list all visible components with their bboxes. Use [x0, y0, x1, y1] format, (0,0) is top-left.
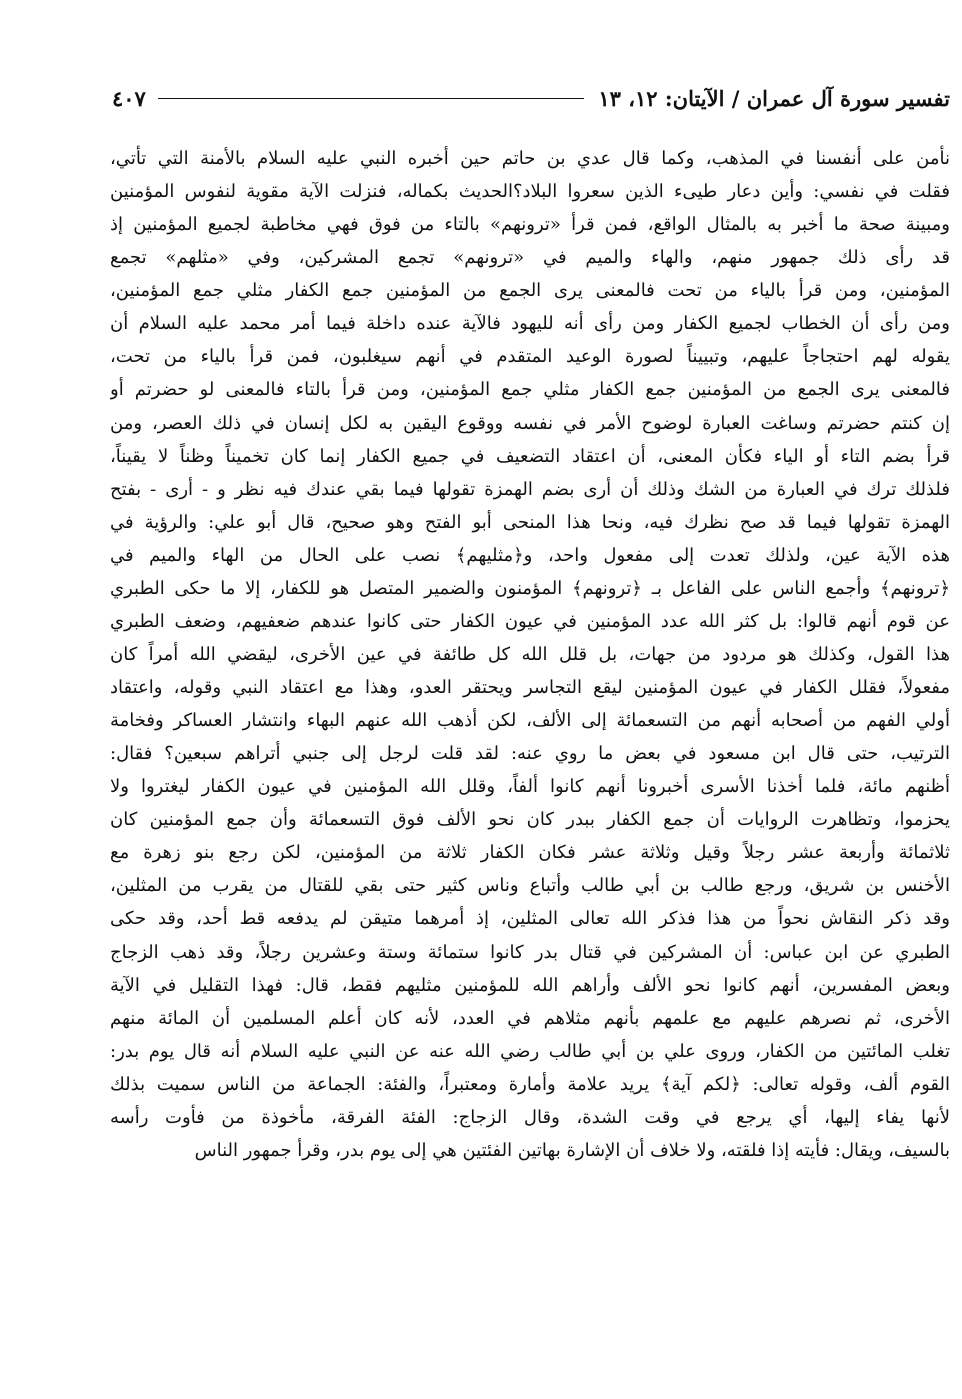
text-line: إن كنتم حضرتم وساغت العبارة لوضوح الأمر في نفسه ووقوع اليقين به لكل إنسان في ذلك العصر، ومن: [110, 412, 950, 434]
text-line: ومن رأى أن الخطاب لجميع الكفار ومن رأى أنه لليهود فالآية عنده داخلة فيما أمر محمد عليه السلام أن: [110, 313, 950, 335]
text-line: تغلب المائتين من الكفار، وروى علي بن أبي طالب رضي الله عنه عن النبي عليه السلام أنه قال يوم بدر:: [110, 1040, 950, 1062]
text-line: الأخرى، ثم نصرهم عليهم مع علمهم بأنهم مثلاهم في العدد، لأنه كان أعلم المسلمين أن المائة منهم: [110, 1007, 950, 1029]
text-line: بالسيف، ويقال: فأيته إذا فلقته، ولا خلاف أن الإشارة بهاتين الفئتين هي إلى يوم بدر، وقرأ جمهور الناس: [194, 1139, 950, 1161]
text-line: هذه الآية عين، ولذلك تعدت إلى مفعول واحد، و﴿مثليهم﴾ نصب على الحال من الهاء والميم في: [110, 544, 950, 566]
text-line: وقد ذكر النقاش نحواً من هذا فذكر الله تعالى المثلين، إذ أمرهما متيقن لم يدفعه قط أحد، وقد حكى: [110, 908, 950, 930]
header-rule: [158, 98, 585, 99]
text-line: يحزموا، وتظاهرت الروايات أن جمع الكفار ببدر كان نحو الألف فوق التسعمائة وأن جمع المؤمنين كان: [110, 809, 950, 831]
text-line: قد رأى ذلك جمهور منهم، والهاء والميم في «ترونهم» تجمع المشركين، وفي «مثلهم» تجمع: [110, 247, 950, 269]
text-line: الهمزة تقولها فيما قد صح نظرك فيه، ونحا هذا المنحى أبو الفتح وهو صحيح، قال أبو علي: والرؤية في: [110, 511, 950, 533]
text-line: عن قوم أنهم قالوا: بل كثر الله عدد المؤمنين في عيون الكفار حتى كانوا عندهم ضعفيهم، وضعف الطبري: [110, 610, 950, 632]
text-line: نأمن على أنفسنا في المذهب، وكما قال عدي بن حاتم حين أخبره النبي عليه السلام بالأمنة التي تأتي،: [110, 148, 950, 169]
text-line: فلذلك ترك في العبارة من الشك وذلك أن أرى بضم الهمزة تقولها فيما بقي عندك فيه نظر و - أرى - بفتح: [110, 478, 950, 500]
text-line: الطبري عن ابن عباس: أن المشركين في قتال بدر كانوا ستمائة وستة وعشرين رجلاً، وقد ذهب الزجاج: [110, 941, 950, 963]
text-line: ثلاثمائة وأربعة عشر رجلاً وقيل وثلاثة عشر فكان الكفار ثلاثة من المؤمنين، لكن رجع بنو زهرة مع: [110, 842, 950, 864]
text-line: القوم ألف، وقوله تعالى: ﴿لكم آية﴾ يريد علامة وأمارة ومعتبراً، والفئة: الجماعة من الناس سميت بذلك: [110, 1073, 950, 1095]
text-line: أظنهم مائة، فلما أخذنا الأسرى أخبرونا أنهم كانوا ألفاً، وقلل الله المؤمنين في عيون الكفار ليغتروا ولا: [110, 776, 950, 798]
text-line: فقلت في نفسي: وأين دعار طيىء الذين سعروا البلاد؟الحديث بكماله، فنزلت الآية مقوية لنفوس المؤمنين: [110, 181, 950, 203]
text-line: أولي الفهم من أصحابه أنهم من التسعمائة إلى الألف، لكن أذهب الله عنهم البهاء وانتشار العساكر وفخامة: [110, 710, 950, 732]
text-line: المؤمنين، ومن قرأ بالياء من تحت فالمعنى يرى الجمع من المؤمنين جمع الكفار مثلي جمع المؤمنين،: [110, 280, 950, 302]
body-text: [110, 142, 950, 1167]
text-line: ﴿ترونهم﴾ وأجمع الناس على الفاعل بـ ﴿ترونهم﴾ المؤمنون والضمير المتصل هو للكفار، إلا ما حكى الطبري: [110, 577, 950, 599]
text-line: يقوله لهم احتجاجاً عليهم، وتبييناً لصورة الوعيد المتقدم في أنهم سيغلبون، فمن قرأ بالياء من تحت،: [110, 346, 950, 368]
text-line: لأنها يفاء إليها، أي يرجع في وقت الشدة، وقال الزجاج: الفئة الفرقة، مأخوذة من فأوت رأسه: [110, 1106, 950, 1128]
text-line: وبعض المفسرين، أنهم كانوا نحو الألف وأراهم الله للمؤمنين مثليهم فقط، قال: فهذا التقليل في الآية: [110, 974, 950, 996]
text-line: هذا القول، وكذلك هو مردود من جهات، بل قلل الله كل طائفة في عين الأخرى، ليقضي الله أمراً كان: [110, 643, 950, 665]
header-title: تفسير سورة آل عمران / الآيتان: ١٢، ١٣: [598, 85, 950, 111]
text-line: الترتيب، حتى قال ابن مسعود في بعض ما روي عنه: لقد قلت لرجل إلى جنبي أتراهم سبعين؟ فقال:: [110, 743, 950, 765]
text-line: ومبينة صحة ما أخبر به بالمثال الواقع، فمن قرأ «ترونهم» بالتاء من فوق فهي مخاطبة لجميع المؤمنين إذ: [110, 214, 950, 236]
page-number: ٤٠٧: [112, 85, 146, 111]
running-header: [112, 84, 950, 112]
text-line: الأخنس بن شريق، ورجع طالب بن أبي طالب وأتباع وناس كثير حتى بقي للقتال من يقرب من المثلين،: [110, 875, 950, 897]
text-line: فالمعنى يرى الجمع من المؤمنين جمع الكفار مثلي جمع المؤمنين، ومن قرأ بالتاء فالمعنى لو حضرتم أو: [110, 379, 950, 401]
text-line: مفعولاً، فقلل الكفار في عيون المؤمنين ليقع التجاسر ويحتقر العدو، وهذا مع اعتقاد النبي وقوله، واعتقاد: [110, 677, 950, 698]
text-line: قرأ بضم التاء أو الياء فكأن المعنى، أن اعتقاد التضعيف في جميع الكفار إنما كان تخميناً وظناً لا يقيناً،: [110, 445, 950, 467]
